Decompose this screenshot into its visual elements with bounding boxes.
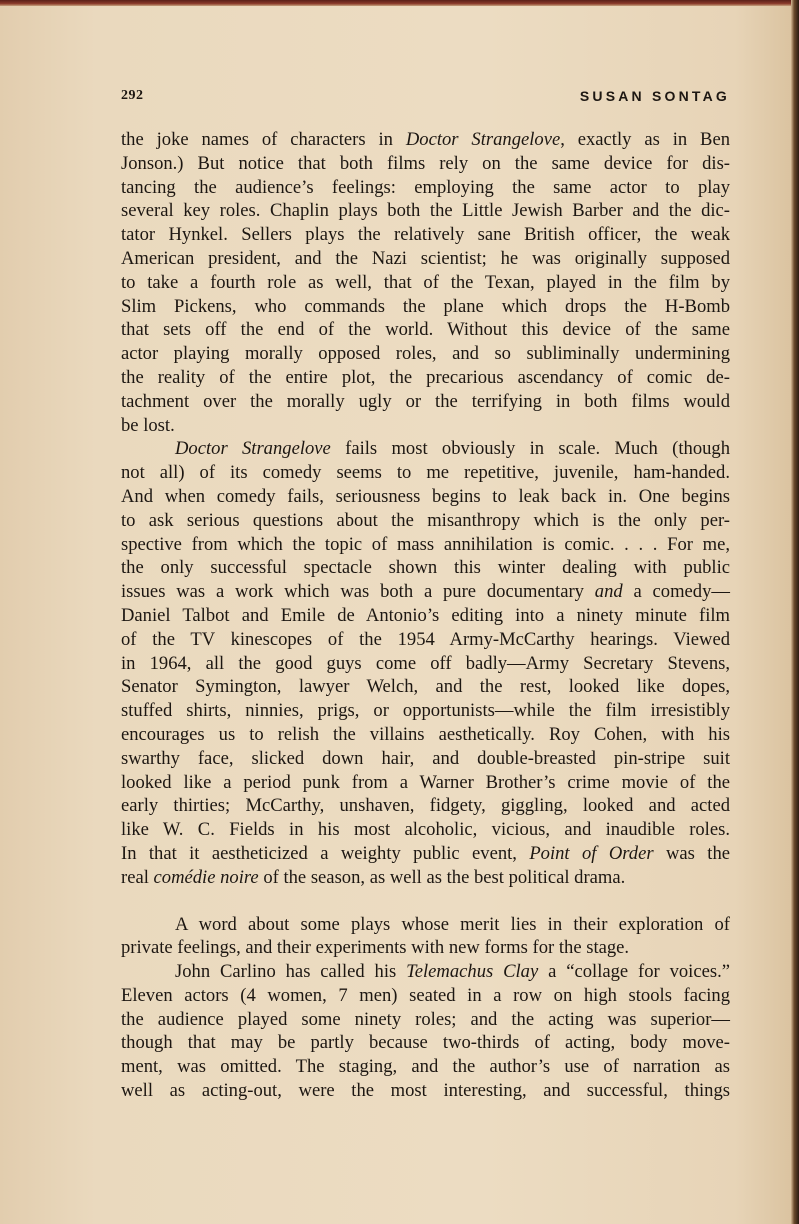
- text-line: swarthy face, slicked down hair, and double-breasted pin-stripe suit: [121, 747, 730, 769]
- text-line: that sets off the end of the world. Without this device of the same: [121, 319, 730, 341]
- text-line: A word about some plays whose merit lies in their exploration of: [175, 913, 730, 935]
- text-line: Jonson.) But notice that both films rely on the same device for dis-: [121, 152, 730, 174]
- book-spine-shadow: [791, 0, 799, 1224]
- text-line: to ask serious questions about the misanthropy which is the only per-: [121, 509, 730, 531]
- text-line: be lost.: [121, 414, 175, 436]
- running-head-author: SUSAN SONTAG: [579, 88, 730, 104]
- text-line: actor playing morally opposed roles, and so subliminally undermining: [121, 343, 730, 365]
- text-line: American president, and the Nazi scientist; he was originally supposed: [121, 247, 730, 269]
- text-line: in 1964, all the good guys come off badly—Army Secretary Stevens,: [121, 652, 730, 674]
- page-number: 292: [121, 88, 144, 103]
- text-line: tachment over the morally ugly or the terrifying in both films would: [121, 390, 730, 412]
- text-line: Slim Pickens, who commands the plane which drops the H-Bomb: [121, 295, 730, 317]
- text-line: stuffed shirts, ninnies, prigs, or opportunists—while the film irresistibly: [121, 700, 730, 722]
- text-line: the audience played some ninety roles; and the acting was superior—: [121, 1008, 730, 1030]
- text-line: like W. C. Fields in his most alcoholic, vicious, and inaudible roles.: [121, 819, 730, 841]
- text-line: of the TV kinescopes of the 1954 Army-McCarthy hearings. Viewed: [121, 628, 730, 650]
- text-line: And when comedy fails, seriousness begins to leak back in. One begins: [121, 485, 730, 507]
- page-top-edge: [0, 0, 799, 6]
- paragraph: [121, 437, 730, 889]
- text-line: real comédie noire of the season, as well as the best political drama.: [121, 866, 626, 888]
- section-break: [121, 890, 730, 913]
- text-line: the only successful spectacle shown this winter dealing with public: [121, 557, 730, 579]
- text-line: looked like a period punk from a Warner Brother’s crime movie of the: [121, 771, 730, 793]
- text-line: spective from which the topic of mass annihilation is comic. . . . For me,: [121, 533, 730, 555]
- text-line: early thirties; McCarthy, unshaven, fidgety, giggling, looked and acted: [121, 795, 730, 817]
- paragraph: [121, 128, 730, 437]
- text-line: to take a fourth role as well, that of the Texan, played in the film by: [121, 271, 730, 293]
- text-line: John Carlino has called his Telemachus Clay a “collage for voices.”: [175, 961, 730, 983]
- text-line: tator Hynkel. Sellers plays the relatively sane British officer, the weak: [121, 224, 730, 246]
- text-line: encourages us to relish the villains aesthetically. Roy Cohen, with his: [121, 723, 730, 745]
- text-line: the joke names of characters in Doctor Strangelove, exactly as in Ben: [121, 129, 730, 150]
- running-head: [121, 88, 730, 112]
- text-line: several key roles. Chaplin plays both the Little Jewish Barber and the dic-: [121, 200, 730, 222]
- text-line: Doctor Strangelove fails most obviously in scale. Much (though: [175, 438, 731, 460]
- text-line: Daniel Talbot and Emile de Antonio’s editing into a ninety minute film: [121, 604, 730, 626]
- text-line: In that it aestheticized a weighty public event, Point of Order was the: [121, 842, 730, 864]
- paragraph: [121, 960, 730, 1103]
- text-line: private feelings, and their experiments with new forms for the stage.: [121, 937, 630, 959]
- text-line: issues was a work which was both a pure documentary and a comedy—: [121, 581, 730, 603]
- text-line: not all) of its comedy seems to me repetitive, juvenile, ham-handed.: [121, 462, 730, 484]
- text-line: Senator Symington, lawyer Welch, and the rest, looked like dopes,: [121, 676, 730, 698]
- body-text: [121, 128, 730, 1103]
- text-line: Eleven actors (4 women, 7 men) seated in a row on high stools facing: [121, 984, 730, 1006]
- text-line: though that may be partly because two-thirds of acting, body move-: [121, 1032, 730, 1054]
- paragraph: [121, 913, 730, 961]
- text-line: the reality of the entire plot, the precarious ascendancy of comic de-: [121, 366, 730, 388]
- text-line: ment, was omitted. The staging, and the author’s use of narration as: [121, 1056, 730, 1078]
- text-line: tancing the audience’s feelings: employing the same actor to play: [121, 176, 730, 198]
- text-line: well as acting-out, were the most interesting, and successful, things: [121, 1080, 730, 1102]
